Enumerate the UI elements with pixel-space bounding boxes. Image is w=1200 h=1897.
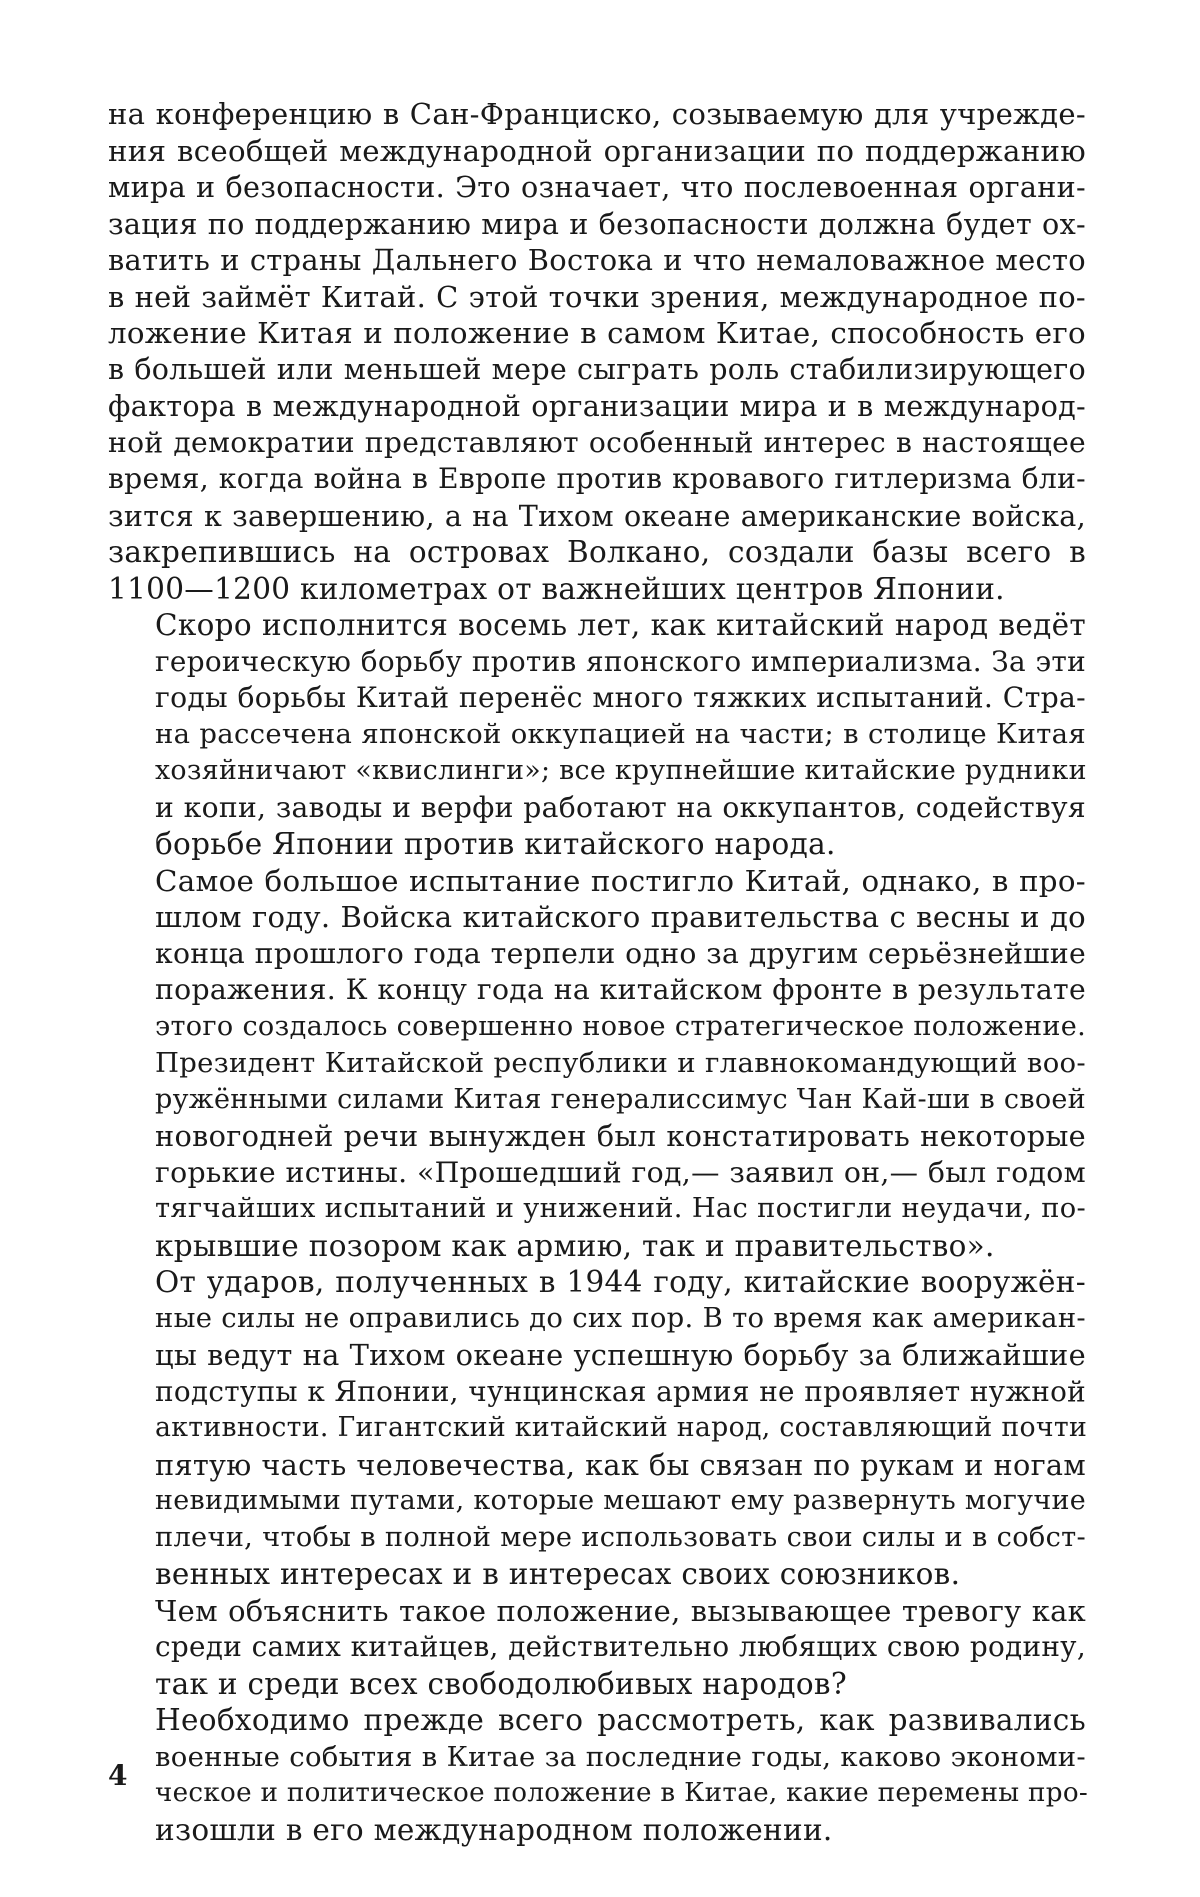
text-line: в ней займёт Китай. С этой точки зрения, международное по- — [108, 279, 1086, 316]
text-line: на конференцию в Сан-Франциско, созываемую для учрежде- — [108, 96, 1086, 133]
text-line: горькие истины. «Прошедший год,— заявил он,— был годом — [108, 1155, 1086, 1192]
text-line: 1100—1200 километрах от важнейших центров Японии. — [108, 571, 1086, 608]
book-page — [0, 0, 1200, 1897]
text-line: Скоро исполнится восемь лет, как китайский народ ведёт — [108, 607, 1086, 644]
text-line: новогодней речи вынужден был констатировать некоторые — [108, 1118, 1086, 1155]
text-line: ружёнными силами Китая генералиссимус Чан Кай-ши в своей — [108, 1082, 1086, 1119]
text-line: плечи, чтобы в полной мере использовать свои силы и в собст- — [108, 1520, 1086, 1557]
page-number: 4 — [108, 1762, 127, 1790]
text-line: подступы к Японии, чунцинская армия не проявляет нужной — [108, 1374, 1086, 1411]
text-line: так и среди всех свободолюбивых народов? — [108, 1666, 1086, 1703]
text-line: ной демократии представляют особенный интерес в настоящее — [108, 425, 1086, 462]
text-line: военные события в Китае за последние годы, каково экономи- — [108, 1739, 1086, 1776]
text-line: среди самих китайцев, действительно любящих свою родину, — [108, 1629, 1086, 1666]
paragraph — [108, 1702, 1086, 1848]
text-line: От ударов, полученных в 1944 году, китайские вооружён- — [108, 1264, 1086, 1301]
text-line: невидимыми путами, которые мешают ему развернуть могучие — [108, 1483, 1086, 1520]
text-line: и копи, заводы и верфи работают на оккупантов, содействуя — [108, 790, 1086, 827]
text-line: Необходимо прежде всего рассмотреть, как развивались — [108, 1702, 1086, 1739]
text-line: ния всеобщей международной организации по поддержанию — [108, 133, 1086, 170]
text-line: в большей или меньшей мере сыграть роль стабилизирующего — [108, 352, 1086, 389]
text-line: мира и безопасности. Это означает, что послевоенная органи- — [108, 169, 1086, 206]
text-line: изошли в его международном положении. — [108, 1812, 1086, 1849]
text-line: Самое большое испытание постигло Китай, однако, в про- — [108, 863, 1086, 900]
text-line: Президент Китайской республики и главнокомандующий воо- — [108, 1045, 1086, 1082]
text-line: активности. Гигантский китайский народ, составляющий почти — [108, 1410, 1086, 1447]
text-line: время, когда война в Европе против кровавого гитлеризма бли- — [108, 461, 1086, 498]
paragraph — [108, 863, 1086, 1265]
text-line: ческое и политическое положение в Китае, какие перемены про- — [108, 1775, 1086, 1812]
paragraph — [108, 1593, 1086, 1703]
text-line: цы ведут на Тихом океане успешную борьбу за ближайшие — [108, 1337, 1086, 1374]
text-line: годы борьбы Китай перенёс много тяжких испытаний. Стра- — [108, 680, 1086, 717]
text-line: героическую борьбу против японского империализма. За эти — [108, 644, 1086, 681]
text-line: крывшие позором как армию, так и правительство». — [108, 1228, 1086, 1265]
text-line: хозяйничают «квислинги»; все крупнейшие китайские рудники — [108, 753, 1086, 790]
text-line: тягчайших испытаний и унижений. Нас постигли неудачи, по- — [108, 1191, 1086, 1228]
text-line: этого создалось совершенно новое стратегическое положение. — [108, 1009, 1086, 1046]
text-line: шлом году. Войска китайского правительства с весны и до — [108, 899, 1086, 936]
paragraph — [108, 607, 1086, 863]
paragraph — [108, 96, 1086, 607]
text-line: зация по поддержанию мира и безопасности должна будет ох- — [108, 206, 1086, 243]
text-line: на рассечена японской оккупацией на части; в столице Китая — [108, 717, 1086, 754]
text-line: пятую часть человечества, как бы связан по рукам и ногам — [108, 1447, 1086, 1484]
text-line: борьбе Японии против китайского народа. — [108, 826, 1086, 863]
text-line: венных интересах и в интересах своих союзников. — [108, 1556, 1086, 1593]
text-line: поражения. К концу года на китайском фронте в результате — [108, 972, 1086, 1009]
text-line: фактора в международной организации мира и в международ- — [108, 388, 1086, 425]
body-text — [108, 96, 1086, 1848]
text-line: Чем объяснить такое положение, вызывающее тревогу как — [108, 1593, 1086, 1630]
text-line: ные силы не оправились до сих пор. В то время как американ- — [108, 1301, 1086, 1338]
text-line: зится к завершению, а на Тихом океане американские войска, — [108, 498, 1086, 535]
text-line: закрепившись на островах Волкано, создали базы всего в — [108, 534, 1086, 571]
text-line: ложение Китая и положение в самом Китае, способность его — [108, 315, 1086, 352]
text-line: ватить и страны Дальнего Востока и что немаловажное место — [108, 242, 1086, 279]
text-line: конца прошлого года терпели одно за другим серьёзнейшие — [108, 936, 1086, 973]
paragraph — [108, 1264, 1086, 1593]
